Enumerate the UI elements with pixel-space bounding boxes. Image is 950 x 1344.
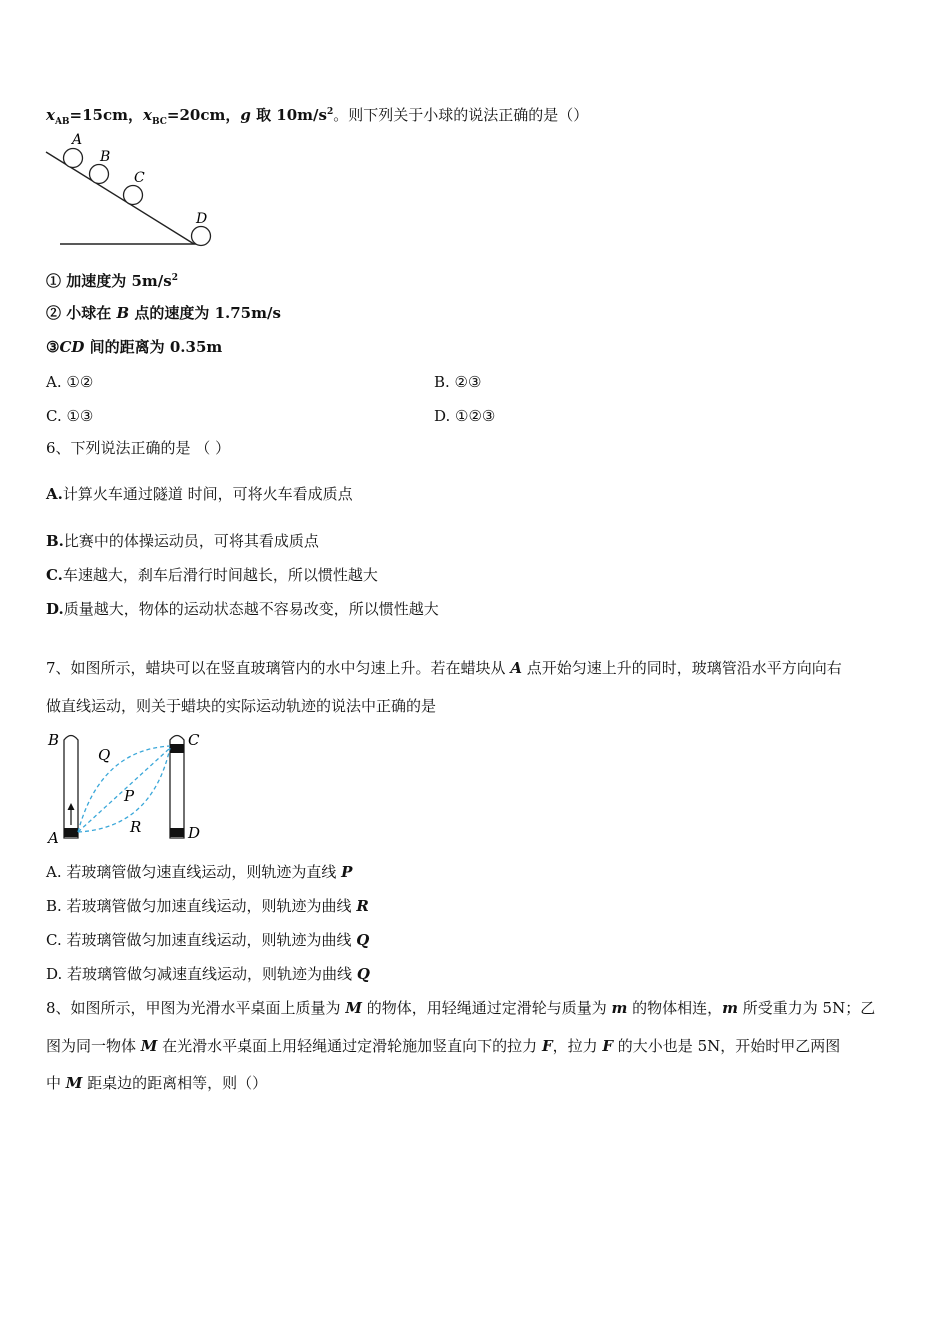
q7-ob-text: B. 若玻璃管做匀加速直线运动，则轨迹为曲线 <box>46 897 357 915</box>
q5-s2-b: B <box>116 304 130 322</box>
left-wax-block <box>64 828 78 837</box>
q8-l2-f: F <box>602 1037 614 1055</box>
ball-c <box>124 186 143 205</box>
q6-option-d[interactable] <box>46 599 439 619</box>
q8-l1-c: 的物体，用轻绳通过定滑轮与质量为 <box>361 999 612 1017</box>
q5-incline-figure <box>44 130 224 252</box>
q8-stem-line1 <box>46 998 875 1018</box>
ball-d <box>192 227 211 246</box>
label-d: D <box>188 824 201 842</box>
q7-option-b[interactable] <box>46 896 369 916</box>
q5-s3-a: ③ <box>46 338 60 356</box>
q8-l2-b: M <box>140 1037 158 1055</box>
q7-stem-line1 <box>46 658 842 678</box>
ball-a <box>64 149 83 168</box>
q7-option-c[interactable] <box>46 930 369 950</box>
q6-option-b[interactable] <box>46 531 319 551</box>
q5-x1: x <box>46 106 55 124</box>
q7-stem-line2: 做直线运动，则关于蜡块的实际运动轨迹的说法中正确的是 <box>46 697 437 715</box>
q5-s1-sup: 2 <box>171 273 178 283</box>
q5-option-c[interactable]: C. ①③ <box>46 407 94 425</box>
q6-c-text: 车速越大，刹车后滑行时间越长，所以惯性越大 <box>62 566 378 584</box>
q7-l1-b: A <box>510 659 522 677</box>
label-d: D <box>196 211 208 227</box>
q5-stem <box>46 102 588 132</box>
q8-l2-g: 的大小也是 5N，开始时甲乙两图 <box>613 1037 841 1055</box>
q7-option-d[interactable] <box>46 964 370 984</box>
q8-l1-b: M <box>345 999 362 1017</box>
q5-s3-b: CD <box>59 338 85 356</box>
q6-d-text: 质量越大，物体的运动状态越不容易改变，所以惯性越大 <box>63 600 439 618</box>
q8-stem-line2 <box>46 1036 840 1056</box>
label-r: R <box>130 818 142 836</box>
q8-stem-line3 <box>46 1073 267 1093</box>
label-c: C <box>188 731 200 749</box>
q7-oc-text: C. 若玻璃管做匀加速直线运动，则轨迹为曲线 <box>46 931 357 949</box>
q7-od-var: Q <box>356 965 370 983</box>
q5-g: g <box>240 106 251 124</box>
ball-b <box>90 165 109 184</box>
label-q: Q <box>98 746 111 764</box>
q5-g-value: 取 10m/s <box>250 106 327 124</box>
q6-c-label: C. <box>46 566 63 584</box>
label-a: A <box>48 829 59 844</box>
q5-val2: =20cm， <box>166 106 241 124</box>
q5-question: 。则下列关于小球的说法正确的是（） <box>333 106 589 124</box>
q7-tube-figure <box>44 728 214 844</box>
q5-option-b[interactable]: B. ②③ <box>434 373 482 391</box>
q8-l1-f: m <box>722 999 739 1017</box>
q5-s2-a: ② 小球在 <box>46 304 117 322</box>
q5-s2-c: 点的速度为 1.75m/s <box>129 304 281 322</box>
label-p: P <box>124 787 135 805</box>
q8-l2-d: F <box>541 1037 553 1055</box>
q7-oc-var: Q <box>356 931 370 949</box>
q6-stem: 6、下列说法正确的是 （ ） <box>46 439 231 457</box>
q7-ob-var: R <box>356 897 369 915</box>
q5-s1-text: ① 加速度为 5m/s <box>46 272 172 290</box>
q5-option-d[interactable]: D. ①②③ <box>434 407 496 425</box>
right-wax-block-top <box>170 744 184 753</box>
q5-s3-c: 间的距离为 0.35m <box>84 338 223 356</box>
q5-statement-1 <box>46 268 178 291</box>
q6-b-text: 比赛中的体操运动员，可将其看成质点 <box>63 532 319 550</box>
q7-od-text: D. 若玻璃管做匀减速直线运动，则轨迹为曲线 <box>46 965 357 983</box>
q7-l1-c: 点开始匀速上升的同时，玻璃管沿水平方向向右 <box>521 659 842 677</box>
q8-l3-b: M <box>65 1074 83 1092</box>
q5-sub-ab: AB <box>54 117 70 127</box>
q6-option-c[interactable] <box>46 565 378 585</box>
q5-sub-bc: BC <box>151 117 167 127</box>
q5-option-a[interactable]: A. ①② <box>46 373 94 391</box>
q7-option-a[interactable] <box>46 862 352 882</box>
q7-l1-a: 7、如图所示，蜡块可以在竖直玻璃管内的水中匀速上升。若在蜡块从 <box>46 659 511 677</box>
q8-l2-a: 图为同一物体 <box>46 1037 141 1055</box>
q5-x2: x <box>143 106 152 124</box>
label-a: A <box>72 132 83 148</box>
q5-val1: =15cm， <box>69 106 143 124</box>
label-b: B <box>100 149 111 165</box>
right-wax-block-bottom <box>170 828 184 837</box>
label-c: C <box>134 170 145 186</box>
q8-l2-e: ，拉力 <box>552 1037 603 1055</box>
q6-option-a[interactable] <box>46 484 353 504</box>
q5-statement-2 <box>46 303 281 323</box>
q7-oa-var: P <box>341 863 353 881</box>
q7-oa-text: A. 若玻璃管做匀速直线运动，则轨迹为直线 <box>46 863 342 881</box>
q5-statement-3 <box>46 337 222 357</box>
q6-a-label: A. <box>46 485 63 503</box>
q5-sup: 2 <box>326 107 334 117</box>
q8-l1-d: m <box>611 999 628 1017</box>
q8-l3-a: 中 <box>46 1074 66 1092</box>
q8-l1-e: 的物体相连， <box>627 999 723 1017</box>
label-b: B <box>48 731 60 749</box>
q8-l1-g: 所受重力为 5N；乙 <box>738 999 876 1017</box>
q8-l1-a: 8、如图所示，甲图为光滑水平桌面上质量为 <box>46 999 346 1017</box>
q8-l3-c: 距桌边的距离相等，则（） <box>82 1074 268 1092</box>
q6-d-label: D. <box>46 600 64 618</box>
q6-b-label: B. <box>46 532 64 550</box>
q8-l2-c: 在光滑水平桌面上用轻绳通过定滑轮施加竖直向下的拉力 <box>157 1037 542 1055</box>
q6-a-text: 计算火车通过隧道 时间，可将火车看成质点 <box>62 485 353 503</box>
